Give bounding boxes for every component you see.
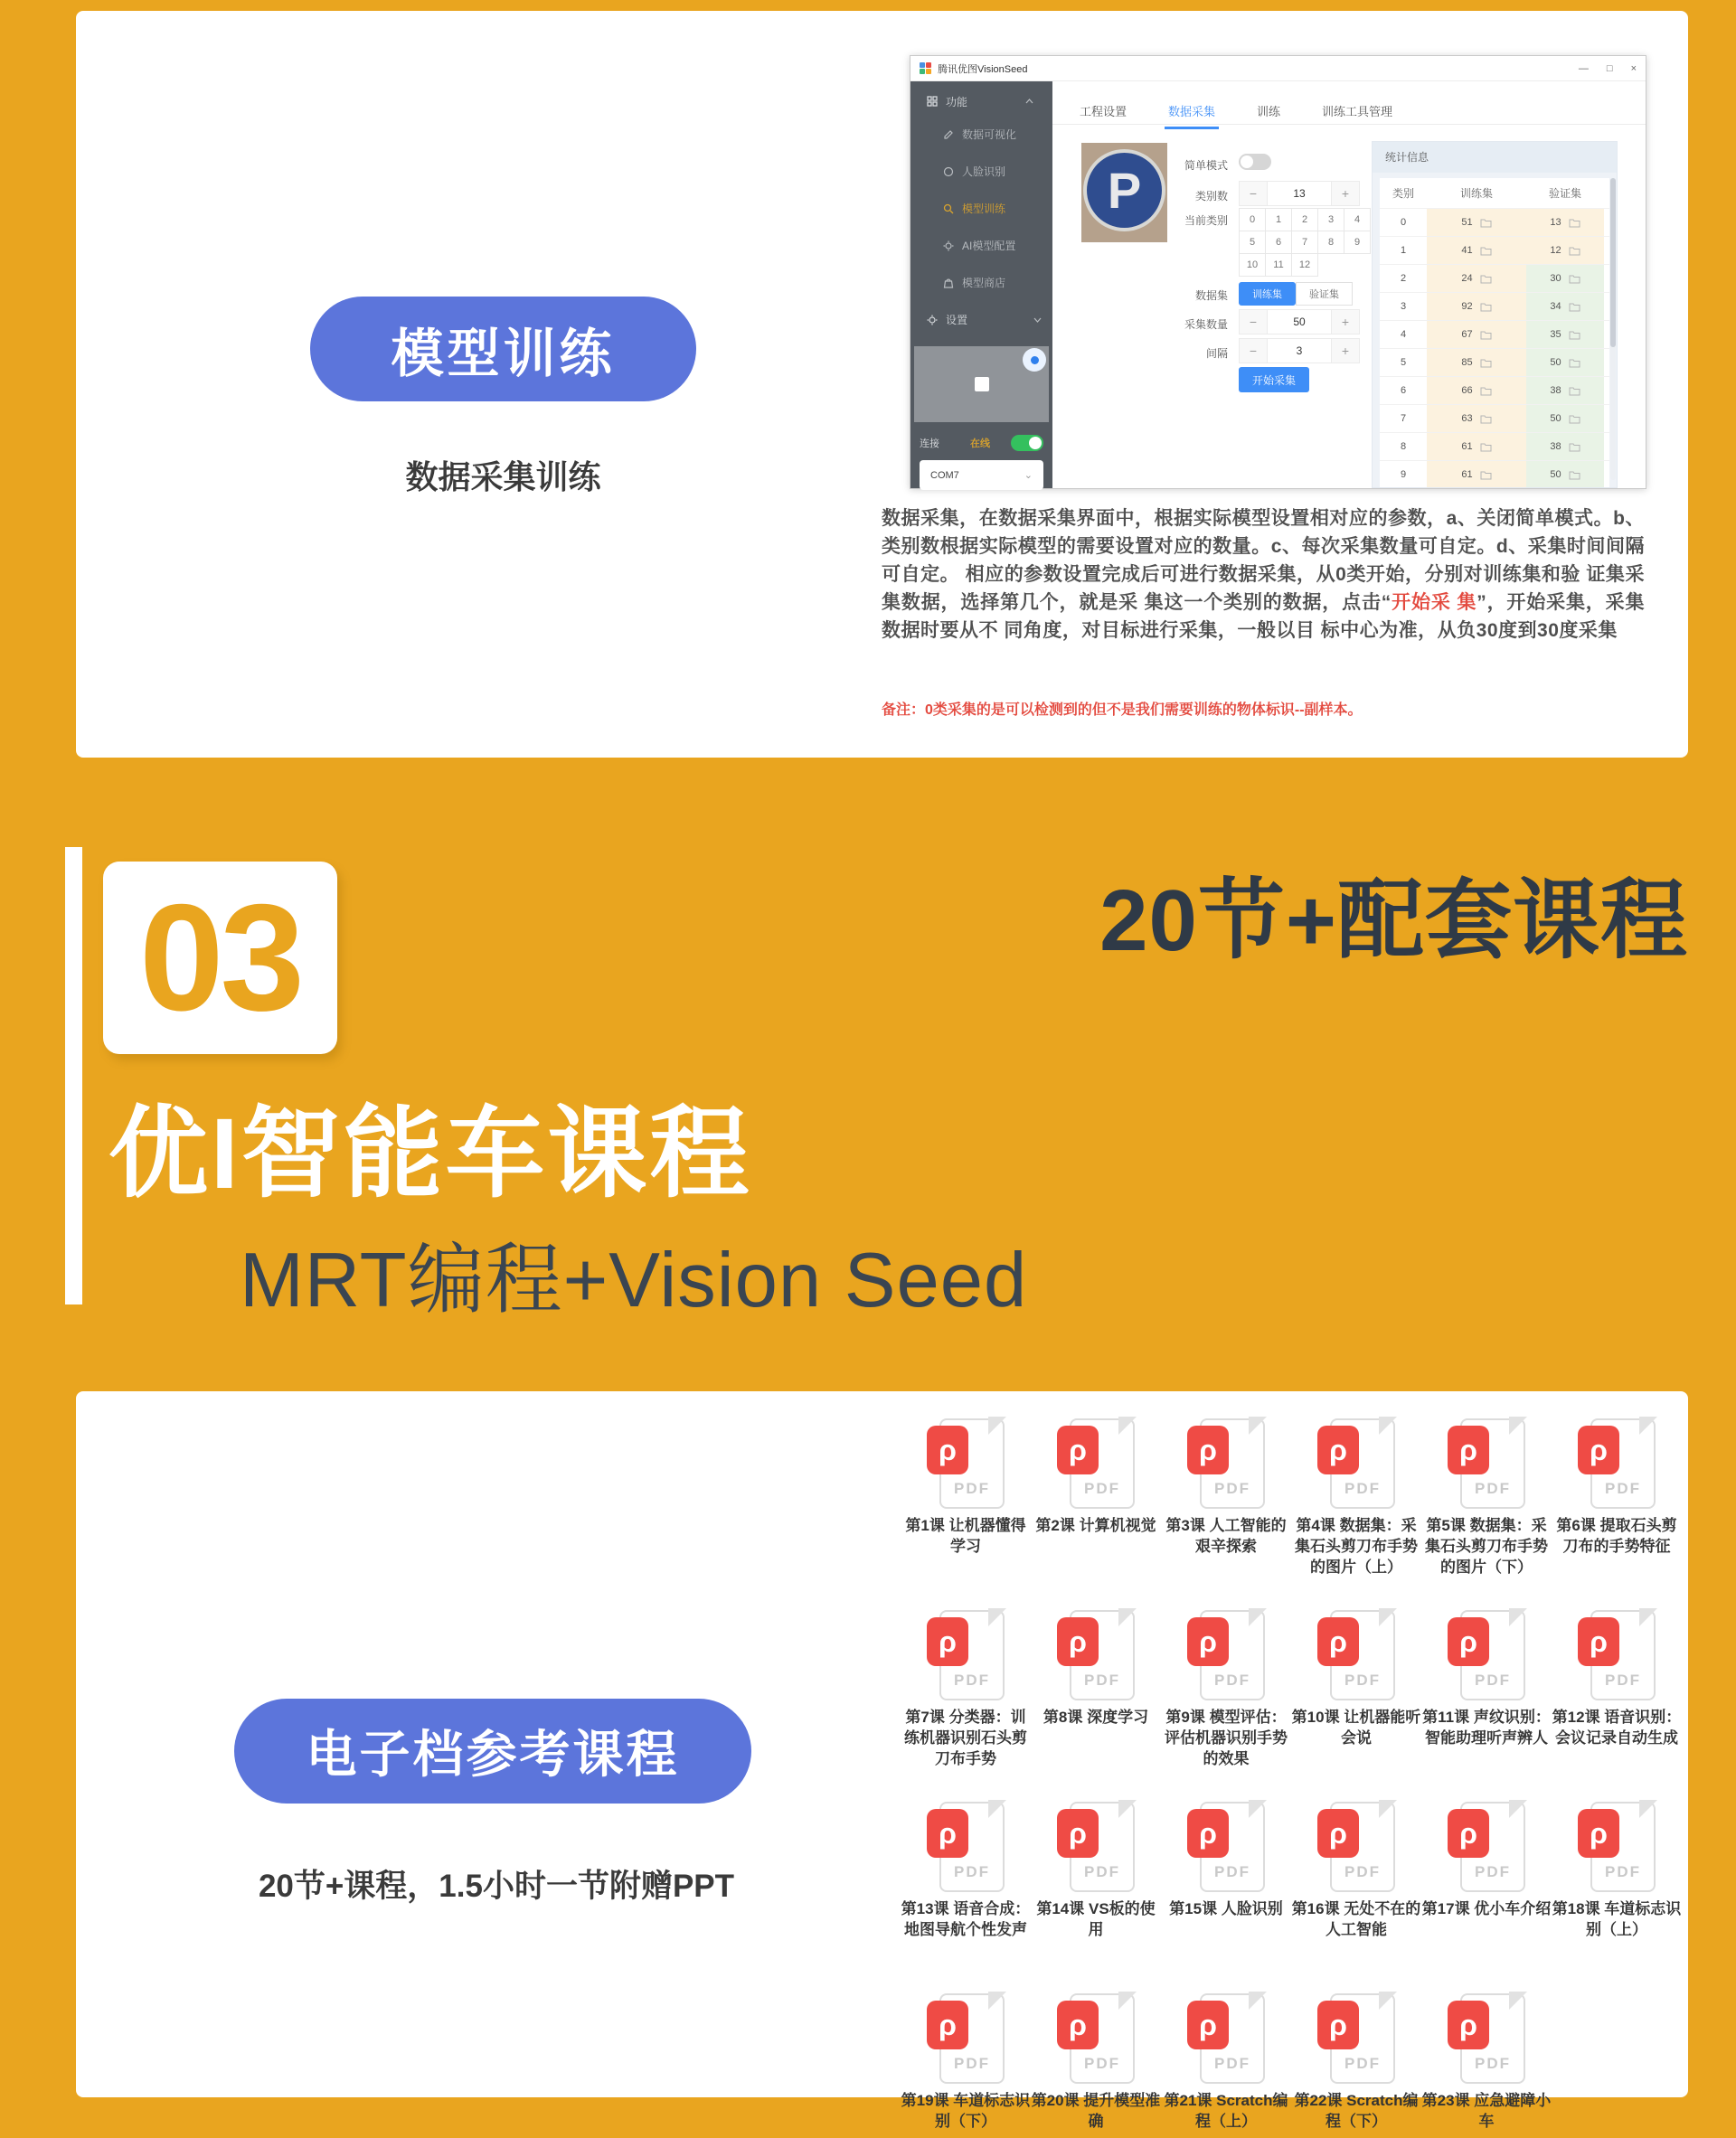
class-count-value: 13 [1267,182,1332,205]
class-number-cell[interactable]: 6 [1265,231,1292,254]
table-row [1380,265,1609,293]
face-icon [943,166,954,177]
section-headline: 20节+配套课程 [1099,872,1688,969]
pdf-lesson-title: 第3课 人工智能的艰辛探索 [1165,1517,1287,1555]
dataset-train-button[interactable]: 训练集 [1239,282,1296,306]
pdf-lesson-item[interactable] [1161,1993,1291,2138]
sample-image-parking-sign: P [1081,143,1167,242]
column-header-validation: 验证集 [1548,187,1581,200]
folder-icon[interactable] [1480,442,1492,452]
pdf-badge-icon: ρ [1057,1809,1099,1858]
folder-icon[interactable] [1569,274,1580,284]
connect-status: 在线 [970,438,990,449]
current-class-label: 当前类别 [1184,214,1228,227]
com-port-select[interactable] [920,460,1043,490]
tab-project-settings[interactable]: 工程设置 [1080,105,1127,118]
pdf-lesson-title: 第22课 Scratch编程（下） [1294,2092,1419,2130]
chevron-down-icon: ⌄ [1024,470,1033,481]
train-count-cell: 92 [1427,293,1526,320]
column-header-class: 类别 [1392,187,1414,200]
column-header-train: 训练集 [1459,187,1493,200]
pdf-file-icon: PDF ρ [1448,1993,1525,2084]
com-port-value: COM7 [930,469,959,481]
train-count-cell: 61 [1427,461,1526,488]
ebook-caption: 20节+课程，1.5小时一节附赠PPT [258,1869,735,1904]
class-number-grid [1239,208,1376,276]
settings-gear-icon [927,315,938,325]
pdf-badge-icon: ρ [1057,2001,1099,2049]
pdf-lesson-title: 第21课 Scratch编程（上） [1164,2092,1288,2130]
table-row [1380,349,1609,377]
class-number-cell[interactable]: 10 [1239,253,1266,277]
connect-row [920,434,1043,452]
pdf-file-icon: PDF ρ [1057,1610,1135,1700]
folder-icon[interactable] [1480,358,1492,368]
minus-button[interactable]: − [1240,339,1267,363]
folder-icon[interactable] [1480,274,1492,284]
pdf-file-icon: PDF ρ [1317,1418,1395,1509]
start-collection-button[interactable]: 开始采集 [1239,367,1309,392]
note-text: 备注：0类采集的是可以检测到的但不是我们需要训练的物体标识--副样本。 [882,702,1363,718]
folder-icon[interactable] [1569,386,1580,396]
grid-icon [927,96,938,107]
folder-icon[interactable] [1569,218,1580,228]
sidebar-item-face-recognition[interactable]: 人脸识别 [910,153,1052,190]
folder-icon[interactable] [1569,302,1580,312]
pdf-badge-icon: ρ [1187,1426,1229,1474]
class-id-cell: 8 [1400,441,1407,452]
pdf-badge-icon: ρ [1448,2001,1489,2049]
pdf-file-icon: PDF ρ [1578,1418,1656,1509]
pdf-file-icon: PDF ρ [1057,1418,1135,1509]
simple-mode-toggle[interactable] [1239,154,1271,170]
pdf-file-icon: PDF ρ [1187,1993,1265,2084]
pdf-grid [901,1418,1682,2138]
pdf-file-icon: PDF ρ [1057,1802,1135,1892]
pdf-lesson-title: 第2课 计算机视觉 [1035,1517,1156,1534]
interval-value: 3 [1267,339,1332,363]
collect-count-label: 采集数量 [1184,318,1228,331]
pdf-lesson-item[interactable] [1291,1418,1421,1610]
table-row [1380,405,1609,433]
class-number-cell[interactable]: 12 [1291,253,1318,277]
validation-count-cell: 50 [1526,405,1604,432]
badge-label: 模型训练 [391,325,616,383]
folder-icon[interactable] [1480,386,1492,396]
class-number-cell[interactable]: 11 [1265,253,1292,277]
model-training-badge [310,297,696,401]
pdf-badge-icon: ρ [927,1426,968,1474]
pdf-lesson-item[interactable] [901,1610,1031,1802]
pdf-lesson-item[interactable] [1421,1418,1552,1610]
table-header-row [1380,178,1609,209]
class-id-cell: 2 [1400,273,1407,284]
pdf-lesson-item[interactable] [1291,1802,1421,1993]
pdf-lesson-title: 第14课 VS板的使用 [1036,1900,1156,1938]
pdf-badge-icon: ρ [1317,1809,1359,1858]
pdf-lesson-item[interactable] [1161,1418,1291,1610]
validation-count-cell: 35 [1526,321,1604,348]
table-scrollbar[interactable] [1610,178,1616,480]
pdf-lesson-title: 第18课 车道标志识别（上） [1552,1900,1682,1938]
pdf-lesson-item[interactable] [901,1802,1031,1993]
badge-caption: 数据采集训练 [405,458,601,495]
pdf-lesson-item[interactable] [1552,1610,1682,1802]
pdf-file-icon: PDF ρ [1187,1802,1265,1892]
pdf-badge-icon: ρ [1187,1809,1229,1858]
folder-icon[interactable] [1480,302,1492,312]
window-title: 腾讯优图VisionSeed [938,63,1028,75]
pdf-lesson-title: 第17课 优小车介绍 [1421,1900,1552,1917]
class-number-cell[interactable]: 7 [1291,231,1318,254]
course-title: 优I智能车课程 [108,1098,752,1210]
top-section [76,11,1688,758]
folder-icon[interactable] [1569,470,1580,480]
dataset-switch [1239,282,1353,306]
table-row [1380,293,1609,321]
dataset-validation-button[interactable]: 验证集 [1296,282,1353,306]
folder-icon[interactable] [1480,218,1492,228]
plus-button[interactable]: + [1332,310,1359,334]
collect-count-stepper [1239,309,1360,334]
tab-training[interactable]: 训练 [1257,105,1281,118]
badge-label: 电子档参考课程 [306,1726,680,1783]
ebook-badge [234,1699,751,1804]
pdf-badge-icon: ρ [1578,1617,1619,1666]
class-id-cell: 0 [1400,217,1407,228]
simple-mode-label: 简单模式 [1184,159,1228,172]
pdf-file-icon: PDF ρ [1578,1802,1656,1892]
sidebar-item-ai-model-config[interactable]: AI模型配置 [910,227,1052,264]
pdf-lesson-item[interactable] [1421,1610,1552,1802]
pdf-file-icon: PDF ρ [1448,1610,1525,1700]
pdf-file-icon: PDF ρ [1317,1610,1395,1700]
sidebar-item-model-training[interactable]: 模型训练 [910,190,1052,227]
course-subtitle: MRT编程+Vision Seed [240,1238,1028,1323]
tab-data-collection[interactable]: 数据采集 [1168,102,1215,129]
pdf-lesson-item[interactable] [1552,1802,1682,1993]
pdf-lesson-title: 第15课 人脸识别 [1169,1900,1283,1917]
pdf-lesson-title: 第9课 模型评估：评估机器识别手势的效果 [1165,1709,1288,1767]
folder-icon[interactable] [1480,470,1492,480]
pdf-file-icon: PDF ρ [927,1418,1005,1509]
class-id-cell: 9 [1400,469,1407,480]
main-area [1052,81,1646,488]
validation-count-cell: 13 [1526,209,1604,236]
table-row [1380,377,1609,405]
minus-button[interactable]: − [1240,182,1267,205]
connect-label: 连接 [920,438,939,449]
titlebar [910,56,1646,81]
validation-count-cell: 38 [1526,433,1604,460]
connect-toggle[interactable] [1011,435,1043,451]
folder-icon[interactable] [1480,330,1492,340]
pdf-file-icon: PDF ρ [927,1610,1005,1700]
folder-icon[interactable] [1569,330,1580,340]
sidebar [910,81,1052,488]
folder-icon[interactable] [1569,358,1580,368]
class-number-cell[interactable]: 0 [1239,208,1266,231]
app-logo-icon [920,62,931,74]
class-id-cell: 6 [1400,385,1407,396]
validation-count-cell: 50 [1526,461,1604,488]
table-row [1380,433,1609,461]
pdf-badge-icon: ρ [1578,1809,1619,1858]
pdf-badge-icon: ρ [1187,2001,1229,2049]
class-number-cell[interactable]: 9 [1344,231,1371,254]
pdf-lesson-title: 第12课 语音识别：会议记录自动生成 [1552,1709,1682,1747]
folder-icon[interactable] [1569,414,1580,424]
pdf-lesson-title: 第5课 数据集：采集石头剪刀布手势的图片（下） [1425,1517,1548,1576]
section-number-box [103,862,337,1054]
pdf-lesson-title: 第8课 深度学习 [1043,1709,1149,1726]
table-row [1380,461,1609,488]
pdf-file-icon: PDF ρ [1578,1610,1656,1700]
section-number: 03 [139,872,301,1042]
table-row [1380,321,1609,349]
validation-count-cell: 50 [1526,349,1604,376]
validation-count-cell: 34 [1526,293,1604,320]
train-count-cell: 63 [1427,405,1526,432]
pdf-badge-icon: ρ [1448,1617,1489,1666]
pdf-badge-icon: ρ [1578,1426,1619,1474]
class-count-label: 类别数 [1194,190,1228,202]
class-number-cell[interactable]: 3 [1317,208,1344,231]
preview-target-square [975,377,989,391]
description-text: 数据采集，在数据采集界面中，根据实际模型设置相对应的参数，a、关闭简单模式。b、类别数根据实际模型的需要设置对应的数量。c、每次采集数量可自定。d、采集时间间隔可自定。 相应的参数设置完成后可进行数据采集，从0类开始，分别对训练集和验 证集采集数据，选择第几个，就是采 集这一个类别的数据，点击“开始采 集”，开始采集，采集数据时要从不 同角度，对目标进行采集，一般以目 标中心为准，从负30度到30度采集 [882,508,1645,641]
gear-icon [943,240,954,251]
close-button[interactable]: × [1630,62,1637,74]
sidebar-item-model-store[interactable]: 模型商店 [910,264,1052,301]
tab-bar [1080,102,1392,129]
visionseed-app-window [910,55,1646,489]
stats-rows [1380,209,1609,488]
pdf-lesson-item[interactable] [901,1418,1031,1610]
class-id-cell: 7 [1400,413,1407,424]
pdf-lesson-item[interactable] [1161,1610,1291,1802]
table-row [1380,209,1609,237]
pdf-file-icon: PDF ρ [927,1802,1005,1892]
pdf-lesson-item[interactable] [1031,1993,1161,2138]
pdf-badge-icon: ρ [1448,1426,1489,1474]
camera-preview [914,346,1049,422]
pdf-badge-icon: ρ [1317,1426,1359,1474]
sidebar-item-data-visualization[interactable]: 数据可视化 [910,116,1052,153]
magnifier-icon [943,203,954,214]
pdf-lesson-item[interactable] [1421,1802,1552,1993]
train-count-cell: 41 [1427,237,1526,264]
train-count-cell: 24 [1427,265,1526,292]
pdf-file-icon: PDF ρ [927,1993,1005,2084]
statistics-panel [1372,141,1618,488]
class-id-cell: 1 [1400,245,1407,256]
table-row [1380,237,1609,265]
sidebar-item-settings[interactable]: 设置 [910,301,1052,338]
pdf-lesson-item[interactable] [1031,1418,1161,1610]
pdf-lesson-title: 第4课 数据集：采集石头剪刀布手势的图片（上） [1295,1517,1418,1576]
pdf-badge-icon: ρ [927,1617,968,1666]
pdf-lesson-item[interactable] [1291,1993,1421,2138]
class-id-cell: 5 [1400,357,1407,368]
validation-count-cell: 30 [1526,265,1604,292]
pdf-lesson-title: 第10课 让机器能听会说 [1291,1709,1421,1747]
pdf-badge-icon: ρ [1448,1809,1489,1858]
pdf-file-icon: PDF ρ [1317,1993,1395,2084]
class-id-cell: 3 [1400,301,1407,312]
class-number-cell[interactable]: 5 [1239,231,1266,254]
folder-icon[interactable] [1480,414,1492,424]
pdf-badge-icon: ρ [927,1809,968,1858]
store-bag-icon [943,278,954,288]
collect-count-value: 50 [1267,310,1332,334]
train-count-cell: 67 [1427,321,1526,348]
class-number-cell[interactable]: 2 [1291,208,1318,231]
pdf-lesson-title: 第11课 声纹识别：智能助理听声辨人 [1422,1709,1551,1747]
sidebar-group-functions[interactable] [927,90,1042,112]
interval-label: 间隔 [1205,347,1228,360]
pdf-lesson-item[interactable] [1552,1418,1682,1610]
class-number-cell[interactable]: 1 [1265,208,1292,231]
highlight-start-collection: 开始采 集 [1391,592,1477,613]
edit-icon [943,129,954,140]
sidebar-group-label: 功能 [946,95,968,108]
pdf-lesson-item[interactable] [1291,1610,1421,1802]
pdf-badge-icon: ρ [1057,1617,1099,1666]
interval-stepper [1239,338,1360,363]
train-count-cell: 51 [1427,209,1526,236]
class-id-cell: 4 [1400,329,1407,340]
pdf-lesson-title: 第7课 分类器：训练机器识别石头剪刀布手势 [904,1709,1027,1767]
tab-training-tools[interactable]: 训练工具管理 [1322,105,1393,118]
pdf-badge-icon: ρ [1317,1617,1359,1666]
pdf-file-icon: PDF ρ [1057,1993,1135,2084]
plus-button[interactable]: + [1332,182,1359,205]
chevron-down-icon [1033,317,1042,323]
pdf-lesson-title: 第16课 无处不在的人工智能 [1291,1900,1421,1938]
pdf-lesson-item[interactable] [901,1993,1031,2138]
class-count-stepper [1239,181,1360,206]
pdf-lesson-title: 第6课 提取石头剪刀布的手势特征 [1556,1517,1677,1555]
pdf-lesson-item[interactable] [1031,1610,1161,1802]
pdf-file-icon: PDF ρ [1317,1802,1395,1892]
train-count-cell: 85 [1427,349,1526,376]
pdf-lesson-title: 第20课 提升模型准确 [1031,2092,1161,2130]
pdf-file-icon: PDF ρ [1448,1418,1525,1509]
class-number-cell[interactable]: 8 [1317,231,1344,254]
pdf-file-icon: PDF ρ [1187,1418,1265,1509]
pdf-lesson-item[interactable] [1031,1802,1161,1993]
decor-vertical-bar [65,847,82,1304]
validation-count-cell: 38 [1526,377,1604,404]
pdf-badge-icon: ρ [927,2001,968,2049]
pdf-lesson-title: 第19课 车道标志识别（下） [901,2092,1031,2130]
bottom-section [76,1391,1688,2130]
minimize-button[interactable]: — [1578,62,1589,74]
train-count-cell: 61 [1427,433,1526,460]
pdf-lesson-item[interactable] [1421,1993,1552,2138]
statistics-table [1380,178,1609,488]
folder-icon[interactable] [1480,246,1492,256]
minus-button[interactable]: − [1240,310,1267,334]
pdf-lesson-title: 第13课 语音合成：地图导航个性发声 [901,1900,1031,1938]
pdf-badge-icon: ρ [1317,2001,1359,2049]
folder-icon[interactable] [1569,442,1580,452]
class-number-cell[interactable]: 4 [1344,208,1371,231]
record-button[interactable] [1023,348,1046,372]
pdf-lesson-title: 第23课 应急避障小车 [1421,2092,1552,2130]
pdf-file-icon: PDF ρ [1448,1802,1525,1892]
pdf-file-icon: PDF ρ [1187,1610,1265,1700]
dataset-label: 数据集 [1194,289,1228,302]
train-count-cell: 66 [1427,377,1526,404]
maximize-button[interactable]: □ [1606,62,1613,74]
pdf-badge-icon: ρ [1057,1426,1099,1474]
statistics-title: 统计信息 [1373,142,1617,173]
validation-count-cell: 12 [1526,237,1604,264]
pdf-lesson-item[interactable] [1161,1802,1291,1993]
pdf-lesson-title: 第1课 让机器懂得学习 [905,1517,1026,1555]
folder-icon[interactable] [1569,246,1580,256]
pdf-badge-icon: ρ [1187,1617,1229,1666]
chevron-up-icon [1025,99,1033,104]
plus-button[interactable]: + [1332,339,1359,363]
